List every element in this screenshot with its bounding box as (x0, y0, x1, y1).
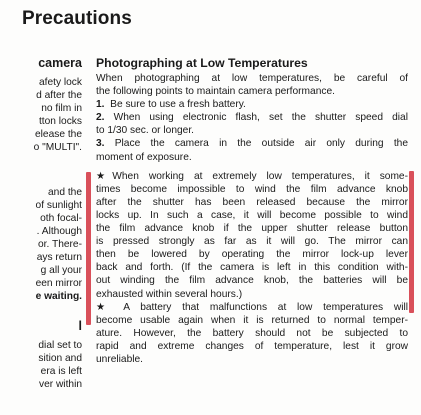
left-line: tton locks (38, 116, 82, 127)
text-line: ★ A battery that malfunctions at low temperatures will (96, 301, 408, 313)
step-number: 3. (96, 138, 105, 150)
note-margin-bar-left (86, 172, 91, 325)
left-line: . Although (36, 226, 82, 237)
left-line: sition and (38, 353, 82, 364)
left-column-cropped-text (0, 0, 84, 415)
step-list (96, 98, 408, 163)
left-line: ver within (38, 379, 82, 390)
text-line: When photographing at low temperatures, be careful of (96, 73, 408, 84)
text-line: the following points to maintain camera performance. (96, 86, 335, 98)
intro-paragraph (96, 72, 408, 98)
left-line: or. There- (38, 239, 82, 250)
text-line: moment of exposure. (96, 151, 192, 163)
text-line: is pressed strongly as far as it will go. The mirror can (96, 236, 408, 248)
left-line: no film in (41, 103, 82, 114)
step-item (96, 137, 408, 150)
step-item (96, 111, 408, 124)
left-line: een mirror (35, 278, 82, 289)
text-line: locks up. In such a case, it will become possible to wind (96, 209, 408, 221)
left-line: of sunlight (35, 200, 82, 211)
step-item (96, 98, 408, 111)
step-number: 2. (96, 112, 105, 124)
text-line: out winding the film advance knob, the batteries will be (96, 275, 408, 287)
step-text: When using electronic flash, set the shutter speed dial (113, 112, 408, 124)
left-line: era is left (40, 366, 82, 377)
left-line: o "MULTI". (33, 142, 82, 153)
step-number: 1. (96, 99, 105, 111)
page-title: Precautions (22, 8, 132, 29)
left-line: elease the (34, 129, 82, 140)
text-line: ature. However, the battery should not be subjected to (96, 327, 408, 339)
left-line: and the (48, 187, 82, 198)
text-line: unreliable. (96, 353, 144, 365)
text-line: times become impossible to wind the film advance knob (96, 183, 408, 195)
step-text: Be sure to use a fresh battery. (110, 99, 246, 111)
text-line: the film advance knob if the upper shutter release button (96, 223, 408, 235)
left-line: oth focal- (40, 213, 82, 224)
left-line: ays return (36, 252, 82, 263)
text-line: back and forth. (If the camera is left in this condition with- (96, 262, 408, 274)
left-line: g all your (40, 265, 82, 276)
step-text: Place the camera in the outside air only during the (114, 138, 408, 150)
section-title: Photographing at Low Temperatures (96, 56, 308, 70)
text-line: exhausted within several hours.) (96, 288, 243, 300)
left-heading: l (78, 319, 82, 333)
text-line: then be lowered by operating the mirror lock-up lever (96, 249, 408, 261)
text-line: to 1/30 sec. or longer. (96, 125, 194, 137)
left-heading: camera (38, 56, 82, 70)
left-line-bold: e waiting. (35, 291, 82, 302)
left-line: d after the (36, 90, 82, 101)
text-line: become usable again when it is returned to normal temper- (96, 314, 408, 326)
note-low-temp-mirror (96, 170, 408, 301)
text-line: after the shutter has been released because the mirror (96, 196, 408, 208)
left-line: afety lock (38, 77, 82, 88)
note-margin-bar-right (409, 171, 414, 313)
text-line: ★When working at extremely low temperatures, it some- (96, 170, 408, 182)
left-line: dial set to (38, 340, 82, 351)
section-low-temperatures (96, 56, 408, 366)
note-battery (96, 301, 408, 366)
text-line: rapid and extreme changes of temperature, lest it grow (96, 340, 408, 352)
